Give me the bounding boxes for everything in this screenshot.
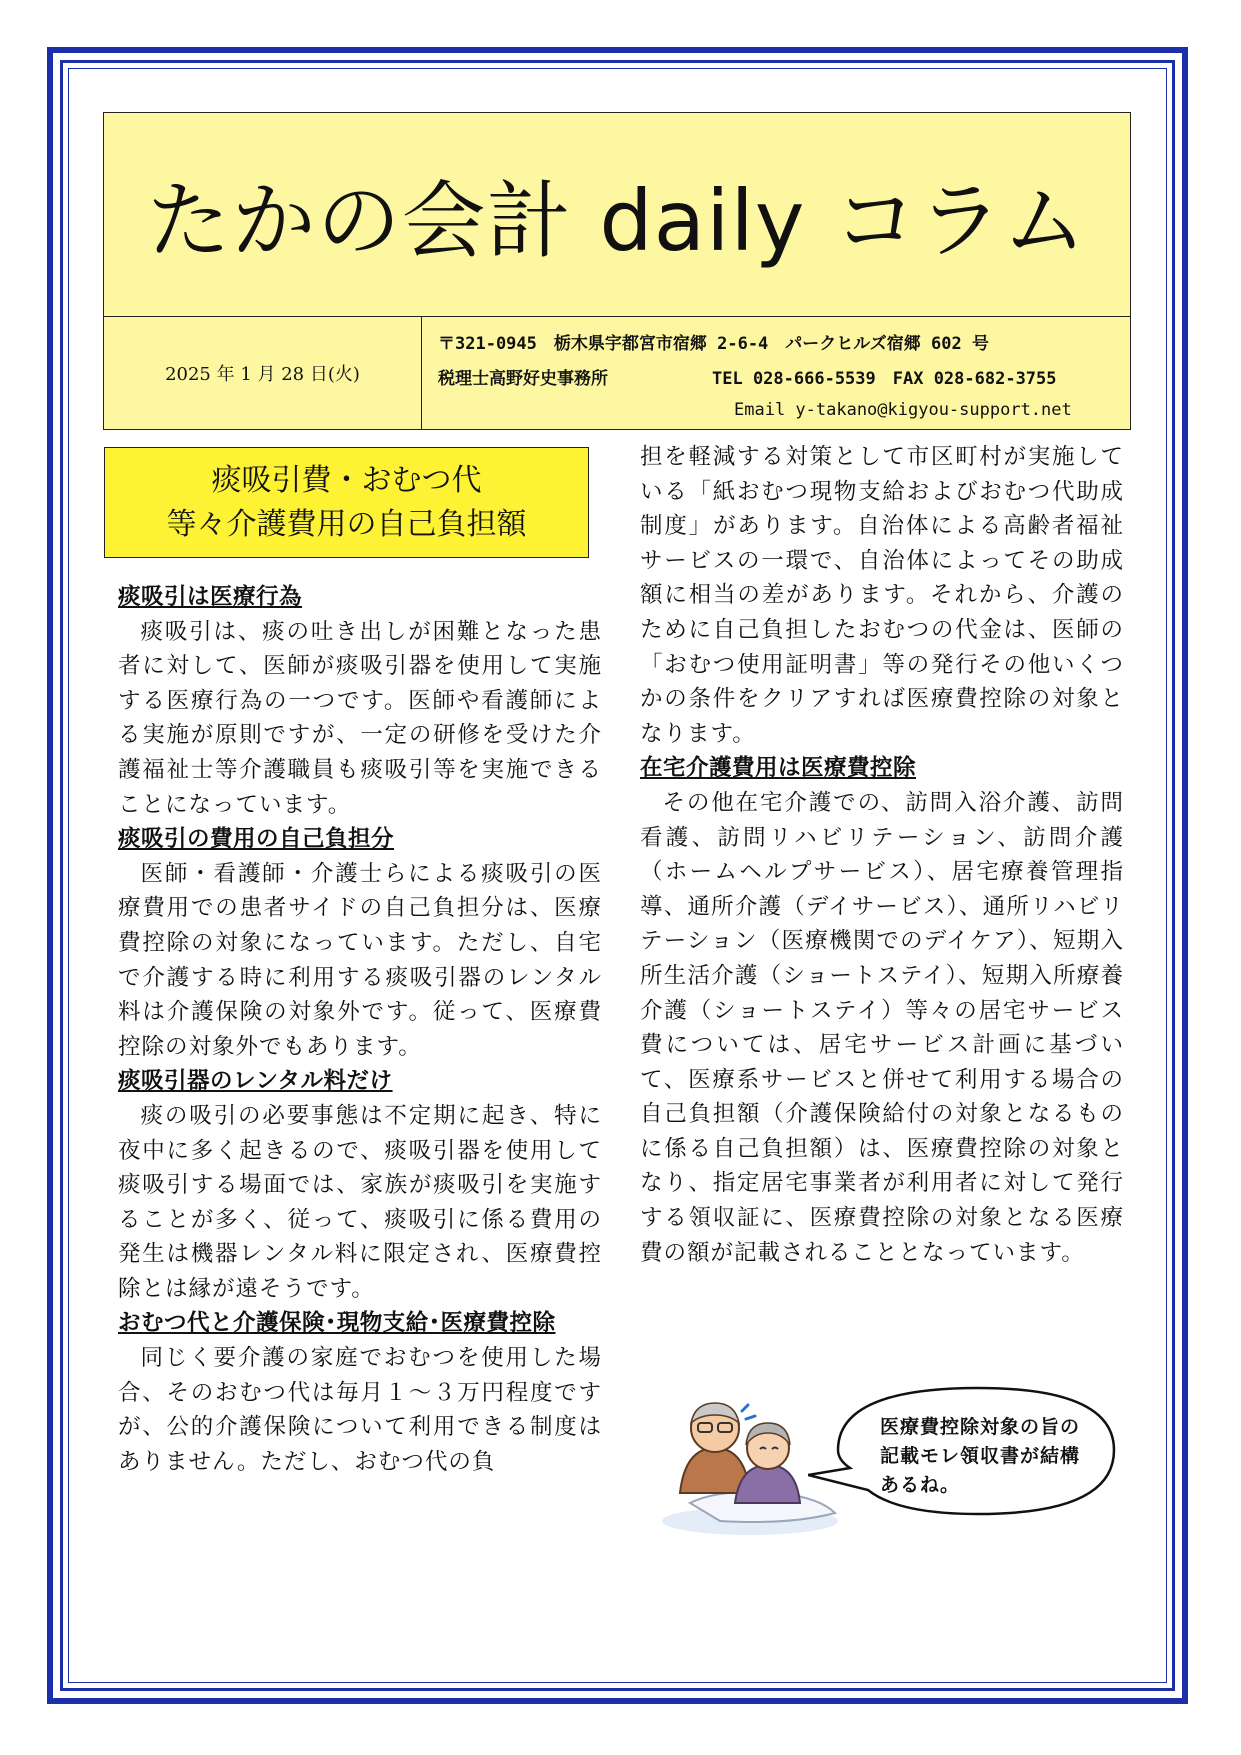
section-heading: 在宅介護費用は医療費控除 (640, 755, 917, 782)
office-email: Email y-takano@kigyou-support.net (734, 400, 1072, 420)
right-column (640, 440, 1124, 1270)
office-name: 税理士高野好史事務所 (438, 369, 608, 389)
section-paragraph: その他在宅介護での、訪問入浴介護、訪問看護、訪問リハビリテーション、訪問介護（ホームヘルプサービス）、居宅療養管理指導、通所介護（デイサービス）、通所リハビリテーション（医療機関でのデイケア）、短期入所生活介護（ショートステイ）、短期入所療養介護（ショートステイ）等々の居宅サービス費については、居宅サービス計画に基づいて、医療系サービスと併せて利用する場合の自己負担額（介護保険給付の対象となるものに係る自己負担額）は、医療費控除の対象となり、指定居宅事業者が利用者に対して発行する領収証に、医療費控除の対象となる医療費の額が記載されることとなっています。 (640, 789, 1124, 1266)
left-column (118, 580, 602, 1479)
section-paragraph: 医師・看護師・介護士らによる痰吸引の医療費用での患者サイドの自己負担分は、医療費控除の対象になっています。ただし、自宅で介護する時に利用する痰吸引器のレンタル料は介護保険の対象外です。従って、医療費控除の対象外でもあります。 (118, 860, 602, 1060)
article-title-line1: 痰吸引費・おむつ代 (211, 462, 482, 498)
office-address: 〒321-0945 栃木県宇都宮市宿郷 2-6-4 パークヒルズ宿郷 602 号 (438, 334, 989, 354)
section-heading: 痰吸引は医療行為 (118, 584, 303, 610)
office-phone-fax: TEL 028-666-5539 FAX 028-682-3755 (712, 369, 1057, 389)
contact-info (422, 317, 1130, 429)
section-heading: 痰吸引の費用の自己負担分 (118, 826, 395, 853)
article-title-line2: 等々介護費用の自己負担額 (166, 506, 527, 542)
issue-date: 2025 年 1 月 28 日(火) (104, 317, 422, 429)
section-paragraph: 担を軽減する対策として市区町村が実施している「紙おむつ現物支給およびおむつ代助成制度」があります。自治体による高齢者福祉サービスの一環で、自治体によってその助成額に相当の差があります。それから、介護のために自己負担したおむつの代金は、医師の「おむつ使用証明書」等の発行その他いくつかの条件をクリアすれば医療費控除の対象となります。 (640, 444, 1124, 747)
section-heading: おむつ代と介護保険･現物支給･医療費控除 (118, 1310, 556, 1337)
masthead (103, 112, 1131, 430)
section-paragraph: 同じく要介護の家庭でおむつを使用した場合、そのおむつ代は毎月１～３万円程度ですが、公的介護保険について利用できる制度はありません。ただし、おむつ代の負 (118, 1345, 602, 1475)
article-title (104, 447, 589, 558)
masthead-title: たかの会計 daily コラム (104, 113, 1130, 317)
section-heading: 痰吸引器のレンタル料だけ (118, 1068, 393, 1095)
section-paragraph: 痰の吸引の必要事態は不定期に起き、特に夜中に多く起きるので、痰吸引器を使用して痰吸引する場面では、家族が痰吸引を実施することが多く、従って、痰吸引に係る費用の発生は機器レンタル料に限定され、医療費控除とは縁が遠そうです。 (118, 1102, 602, 1302)
section-paragraph: 痰吸引は、痰の吐き出しが困難となった患者に対して、医師が痰吸引器を使用して実施する医療行為の一つです。医師や看護師による実施が原則ですが、一定の研修を受けた介護福祉士等介護職員も痰吸引等を実施できることになっています。 (118, 618, 602, 818)
speech-bubble-text: 医療費控除対象の旨の記載モレ領収書が結構あるね。 (880, 1416, 1081, 1496)
